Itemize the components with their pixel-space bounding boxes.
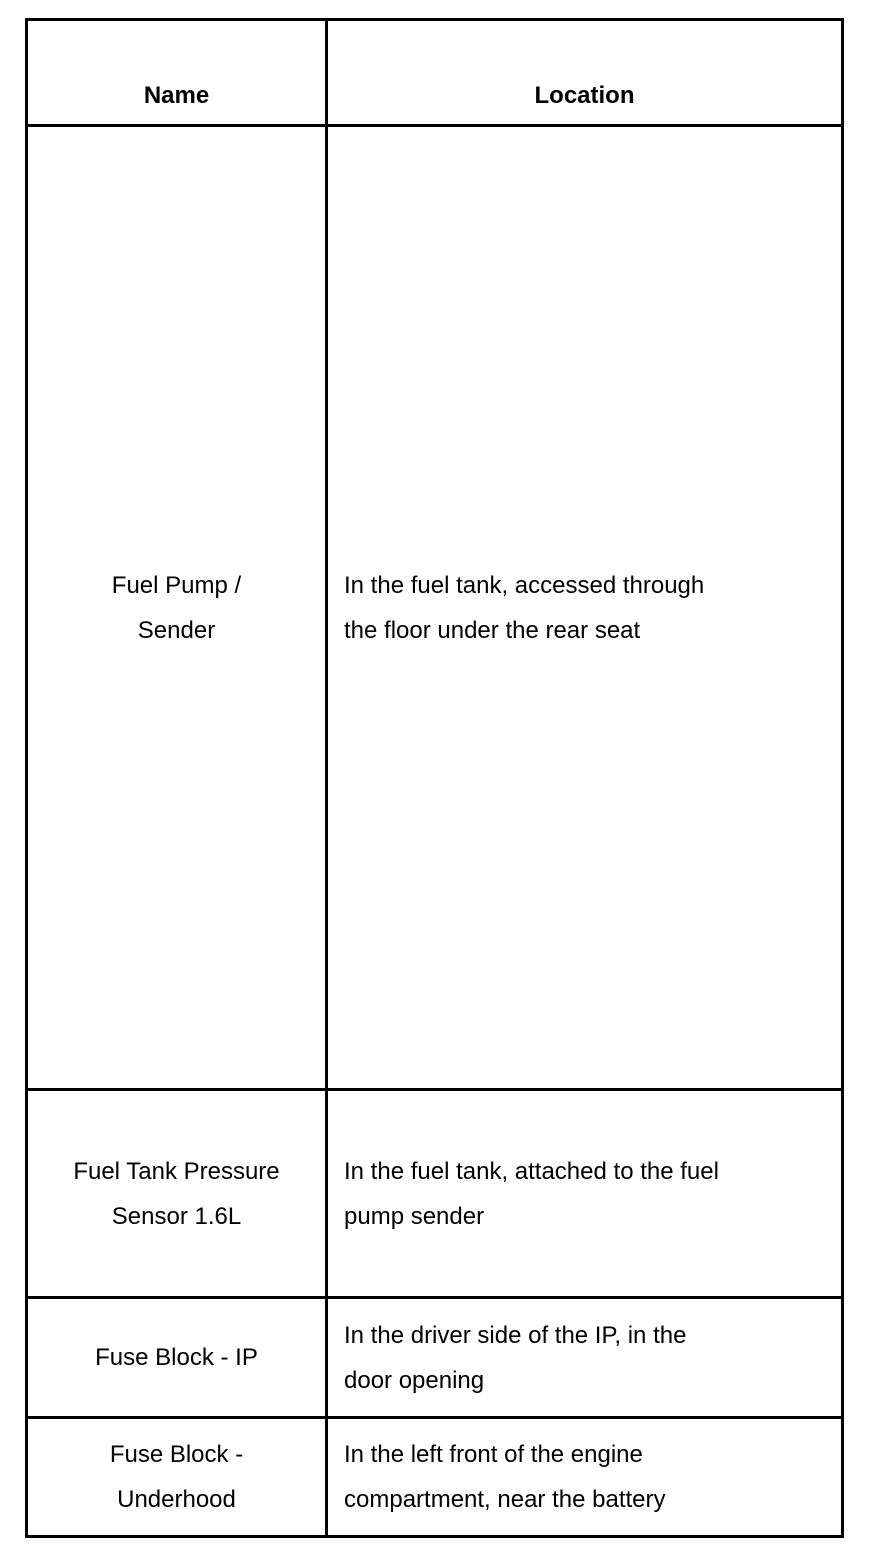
name-line: Fuse Block -	[109, 1441, 244, 1468]
location-line: door opening	[344, 1366, 485, 1394]
location-line: In the left front of the engine	[344, 1441, 643, 1468]
row-location-cell	[327, 126, 843, 1090]
name-line: Fuel Tank Pressure	[73, 1157, 280, 1185]
row-name-cell	[27, 1418, 327, 1537]
location-line: In the fuel tank, accessed through	[344, 571, 705, 599]
location-line: the floor under the rear seat	[344, 616, 641, 644]
component-location-table	[25, 18, 844, 1538]
header-row	[27, 20, 843, 126]
row-name-cell	[27, 126, 327, 1090]
location-line: pump sender	[344, 1202, 485, 1230]
header-name: Name	[27, 20, 327, 126]
table-row	[27, 1418, 843, 1537]
location-line: compartment, near the battery	[344, 1486, 666, 1513]
row-location-cell	[327, 1090, 843, 1298]
name-line: Sender	[137, 616, 216, 644]
row-name-cell	[27, 1298, 327, 1418]
row-name-cell	[27, 1090, 327, 1298]
location-line: In the driver side of the IP, in the	[344, 1321, 687, 1349]
name-line: Fuse Block - IP	[95, 1344, 258, 1371]
row-location-cell	[327, 1418, 843, 1537]
location-line: In the fuel tank, attached to the fuel	[344, 1157, 719, 1185]
name-line: Sensor 1.6L	[111, 1202, 242, 1230]
table-row	[27, 126, 843, 1090]
header-location: Location	[327, 20, 843, 126]
name-line: Fuel Pump /	[111, 571, 242, 599]
table-row	[27, 1298, 843, 1418]
row-location-cell	[327, 1298, 843, 1418]
table-row	[27, 1090, 843, 1298]
name-line: Underhood	[117, 1486, 236, 1513]
